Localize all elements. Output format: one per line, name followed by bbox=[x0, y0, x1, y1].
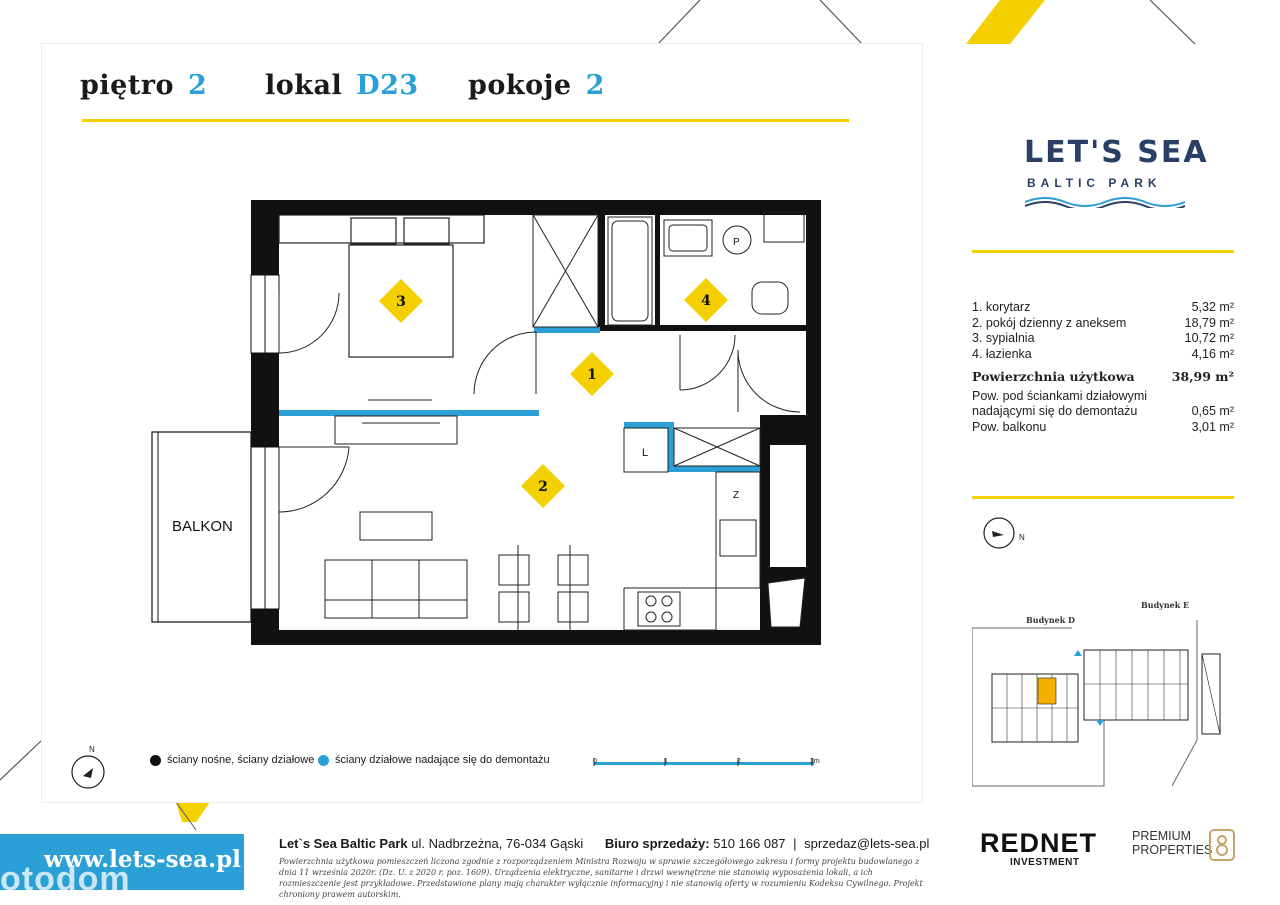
room-marker-1: 1 bbox=[587, 367, 597, 383]
area-row-value: 4,16 m² bbox=[1191, 346, 1234, 361]
total-area-value: 38,99 m² bbox=[1171, 369, 1234, 384]
partner-logo bbox=[1132, 829, 1212, 857]
room-marker-4: 4 bbox=[701, 293, 711, 309]
bed bbox=[279, 215, 484, 357]
otodom-watermark: otodom bbox=[0, 860, 131, 898]
balcony-area-label: Pow. balkonu bbox=[972, 419, 1047, 434]
brand-title: LET'S SEA bbox=[1024, 135, 1209, 170]
footer-sales-phone[interactable]: 510 166 087 bbox=[713, 836, 786, 851]
area-row-name: 3. sypialnia bbox=[972, 331, 1035, 345]
area-row-value: 18,79 m² bbox=[1184, 315, 1234, 330]
partition-area-row bbox=[972, 389, 1234, 405]
brand-wave-icon bbox=[1025, 192, 1185, 208]
footer-sales-label: Biuro sprzedaży: bbox=[604, 836, 710, 851]
rooms-value: 2 bbox=[585, 70, 605, 101]
removable-walls bbox=[279, 327, 760, 472]
partition-area-label-1: Pow. pod ściankami działowymi bbox=[972, 388, 1148, 403]
floor-value: 2 bbox=[188, 70, 208, 101]
footer-company-name: Let`s Sea Baltic Park bbox=[279, 836, 408, 851]
floor-label: piętro bbox=[80, 70, 175, 101]
building-e-label: Budynek E bbox=[1141, 600, 1190, 610]
fixture-p-label: P bbox=[733, 237, 740, 248]
scale-tick-2: 2 bbox=[737, 758, 741, 765]
area-row-value: 5,32 m² bbox=[1191, 300, 1234, 314]
bearing-walls bbox=[251, 200, 821, 645]
svg-text:N: N bbox=[1019, 533, 1025, 542]
bearing-wall-dot-icon bbox=[150, 755, 161, 766]
legend-bearing bbox=[150, 754, 314, 766]
total-area-row bbox=[972, 369, 1234, 385]
compass-right-icon bbox=[980, 514, 1030, 554]
legend-removable bbox=[318, 754, 550, 766]
legend-removable-label: ściany działowe nadające się do demontażu bbox=[335, 754, 550, 766]
room-marker-3: 3 bbox=[396, 294, 406, 310]
unit-value: D23 bbox=[356, 70, 419, 101]
footer-legal-note: Powierzchnia użytkowa pomieszczeń liczona zgodnie z rozporządzeniem Ministra Rozwoju w sprawie szczegółowego zakresu i formy projektu budowlanego z dnia 11 września 2020r. (Dz. U. z 2020 r. poz. 1609). Urządzenia elektryczne, sanitarne i drzwi wewnętrzne nie stanowią wyposażenia lokali, a ich rozmieszczenie jest przykładowe. Przedstawione plany mają charakter wyłącznie informacyjny i nie stanowią oferty w rozumieniu Kodeksu Cywilnego. Projekt chroniony prawem autorskim. bbox=[279, 857, 923, 899]
partner-emblem-icon bbox=[1208, 828, 1236, 862]
balcony-label: BALKON bbox=[172, 518, 233, 535]
area-row-name: 2. pokój dzienny z aneksem bbox=[972, 315, 1127, 330]
legend-bearing-label: ściany nośne, ściany działowe bbox=[167, 754, 315, 766]
site-plan bbox=[972, 620, 1234, 790]
area-table bbox=[972, 300, 1234, 435]
total-area-label: Powierzchnia użytkowa bbox=[972, 369, 1135, 384]
balcony-area-value: 3,01 m² bbox=[1191, 419, 1234, 434]
room-markers bbox=[379, 278, 728, 508]
removable-wall-dot-icon bbox=[318, 755, 329, 766]
area-row bbox=[972, 300, 1234, 316]
area-row bbox=[972, 347, 1234, 363]
area-row bbox=[972, 316, 1234, 332]
compass-icon bbox=[72, 745, 104, 788]
unit-label: lokal bbox=[265, 70, 343, 101]
investor-logo: REDNET bbox=[980, 828, 1098, 858]
partition-area-row-2 bbox=[972, 404, 1234, 420]
svg-text:N: N bbox=[89, 745, 95, 754]
area-row-name: 1. korytarz bbox=[972, 300, 1031, 314]
footer-sales-email[interactable]: sprzedaz@lets-sea.pl bbox=[804, 836, 930, 851]
balcony-area-row bbox=[972, 420, 1234, 436]
area-divider bbox=[972, 496, 1234, 499]
investor-sub: INVESTMENT bbox=[1010, 857, 1080, 868]
rooms-label: pokoje bbox=[468, 70, 572, 101]
scale-tick-0: 0 bbox=[593, 758, 597, 765]
partner-line-1: PREMIUM bbox=[1132, 829, 1192, 843]
building-d-label: Budynek D bbox=[1026, 615, 1075, 625]
partition-area-label-2: nadającymi się do demontażu bbox=[972, 404, 1138, 418]
website-link[interactable]: www.lets-sea.pl bbox=[44, 846, 241, 873]
fridge-label: L bbox=[642, 447, 649, 459]
living-furniture bbox=[325, 400, 588, 630]
area-row-name: 4. łazienka bbox=[972, 346, 1032, 361]
footer-contact: Let`s Sea Baltic Park ul. Nadbrzeżna, 76-034 Gąski Biuro sprzedaży: 510 166 087 | sprzedaz@lets-sea.pl bbox=[279, 836, 930, 851]
footer-address: ul. Nadbrzeżna, 76-034 Gąski bbox=[411, 836, 584, 851]
scale-bar bbox=[594, 758, 814, 766]
area-row-value: 10,72 m² bbox=[1184, 331, 1234, 345]
partner-line-2: PROPERTIES bbox=[1132, 843, 1213, 857]
scale-tick-1: 1 bbox=[664, 758, 668, 765]
brand-subtitle: BALTIC PARK bbox=[1027, 176, 1162, 190]
unit-highlight bbox=[1038, 678, 1056, 704]
wardrobe bbox=[533, 215, 598, 327]
scale-tick-3: 3m bbox=[810, 758, 820, 765]
brand-divider bbox=[972, 250, 1234, 253]
partition-area-value: 0,65 m² bbox=[1191, 404, 1234, 418]
area-row bbox=[972, 331, 1234, 347]
room-marker-2: 2 bbox=[538, 479, 548, 495]
fixture-z-label: Z bbox=[733, 490, 740, 501]
